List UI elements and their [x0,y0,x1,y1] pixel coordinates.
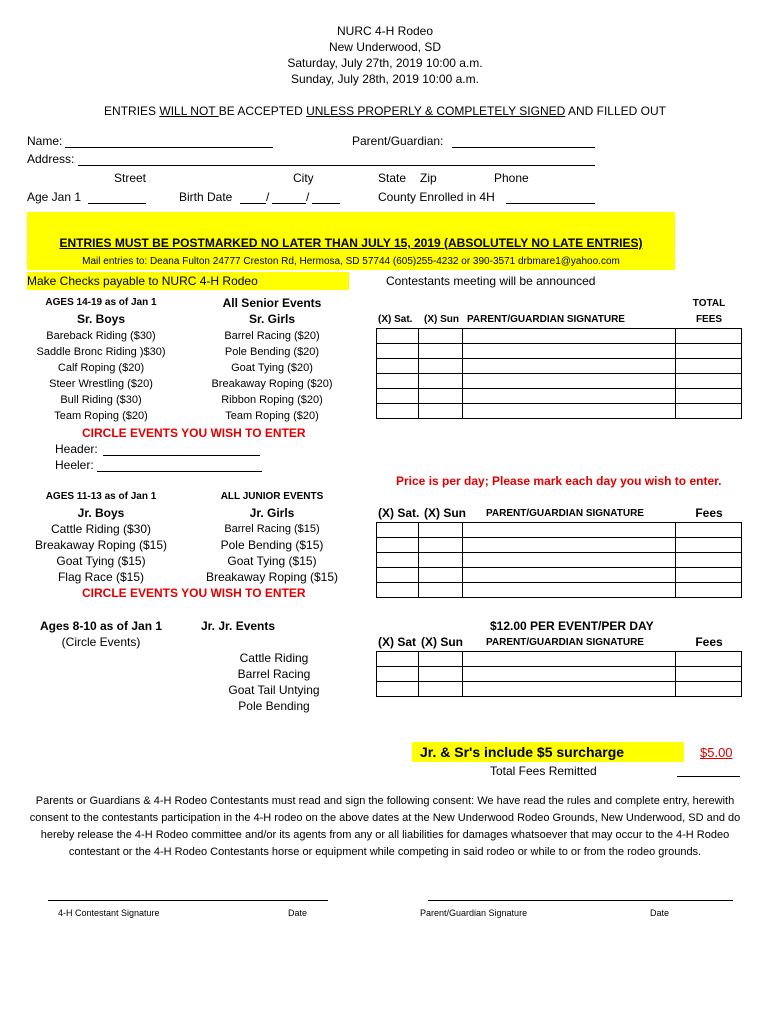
surcharge-label: Jr. & Sr's include $5 surcharge [412,742,684,762]
notice-part: WILL NOT [159,104,219,118]
sat-cell[interactable] [377,652,419,667]
fees-cell[interactable] [676,344,742,359]
sun-cell[interactable] [418,329,462,344]
name-field[interactable] [65,147,273,148]
mail-entries-info: Mail entries to: Deana Fulton 24777 Creston Rd, Hermosa, SD 57744 (605)255-4232 or 390-3571 drbmare1@yahoo.com [82,256,620,267]
signature-cell[interactable] [462,583,675,598]
sr-boys-event[interactable]: Bull Riding ($30) [60,394,142,406]
event-date-saturday: Saturday, July 27th, 2019 10:00 a.m. [287,56,483,70]
sat-cell[interactable] [377,404,419,419]
contestant-date-label: Date [288,908,308,918]
address-field[interactable] [78,165,595,166]
signature-cell[interactable] [462,374,675,389]
table-row [377,359,742,374]
sr-circle-instruction: CIRCLE EVENTS YOU WISH TO ENTER [82,426,306,440]
table-row [377,329,742,344]
price-per-day-note: Price is per day; Please mark each day you wish to enter. [396,474,722,488]
sun-cell[interactable] [418,404,462,419]
table-row [377,374,742,389]
senior-entry-table [376,328,742,419]
junior-ages: AGES 11-13 as of Jan 1 [45,491,157,502]
signature-cell[interactable] [462,359,675,374]
fees-cell[interactable] [676,374,742,389]
sat-cell[interactable] [377,538,419,553]
signature-cell[interactable] [462,682,675,697]
surcharge-amount: $5.00 [700,745,733,760]
jr-boys-event[interactable]: Goat Tying ($15) [56,554,146,568]
fees-cell[interactable] [676,652,742,667]
jr-girls-event[interactable]: Breakaway Roping ($15) [205,570,339,584]
sr-boys-event[interactable]: Steer Wrestling ($20) [49,378,153,390]
jr-col-fees: Fees [695,506,723,520]
jrjr-price: $12.00 PER EVENT/PER DAY [490,619,654,633]
jrjr-circle-note: (Circle Events) [61,635,141,649]
sr-col-fees: FEES [695,314,723,325]
birth-day-field[interactable] [272,203,306,204]
signature-cell[interactable] [462,404,675,419]
signature-cell[interactable] [462,523,675,538]
notice-part: ENTRIES [104,104,160,118]
city-caption: City [293,171,314,185]
jrjr-ages: Ages 8-10 as of Jan 1 [39,619,163,633]
county-field[interactable] [506,203,595,204]
fees-cell[interactable] [676,523,742,538]
jrjr-event[interactable]: Pole Bending [238,699,310,713]
zip-caption: Zip [420,171,437,185]
parent-date-label: Date [650,908,670,918]
jrjr-col-signature: PARENT/GUARDIAN SIGNATURE [486,637,644,648]
jr-boys-title: Jr. Boys [77,506,125,520]
header-partner-field[interactable] [103,455,260,456]
jr-girls-event[interactable]: Goat Tying ($15) [227,554,317,568]
jr-circle-instruction: CIRCLE EVENTS YOU WISH TO ENTER [82,586,306,600]
jrjr-event[interactable]: Goat Tail Untying [228,683,320,697]
jr-girls-title: Jr. Girls [249,506,295,520]
table-row [377,523,742,538]
total-fees-label: Total Fees Remitted [490,764,597,778]
sat-cell[interactable] [377,682,419,697]
event-location: New Underwood, SD [328,40,442,54]
sat-cell[interactable] [377,389,419,404]
date-slash: / [306,190,310,204]
sun-cell[interactable] [418,667,462,682]
checks-payable: Make Checks payable to NURC 4-H Rodeo [27,272,349,290]
jr-col-signature: PARENT/GUARDIAN SIGNATURE [486,508,644,519]
table-row [377,667,742,682]
table-row [377,538,742,553]
sr-girls-event[interactable]: Barrel Racing ($20) [224,330,320,342]
signature-cell[interactable] [462,344,675,359]
senior-ages: AGES 14-19 as of Jan 1 [45,297,157,308]
sun-cell[interactable] [418,682,462,697]
jr-girls-event[interactable]: Barrel Racing ($15) [224,523,320,535]
fees-cell[interactable] [676,329,742,344]
signature-cell[interactable] [462,329,675,344]
table-row [377,389,742,404]
sat-cell[interactable] [377,667,419,682]
contestant-signature-label: 4-H Contestant Signature [58,908,160,918]
signature-cell[interactable] [462,568,675,583]
jrjr-col-fees: Fees [695,635,723,649]
sr-girls-event[interactable]: Goat Tying ($20) [231,362,313,374]
age-field[interactable] [88,203,146,204]
signature-cell[interactable] [462,389,675,404]
sr-col-signature: PARENT/GUARDIAN SIGNATURE [467,314,625,325]
age-label: Age Jan 1 [27,190,82,204]
signature-cell[interactable] [462,538,675,553]
parent-signature-field[interactable] [428,900,733,901]
sat-cell[interactable] [377,374,419,389]
jrjr-title: Jr. Jr. Events [201,619,276,633]
table-row [377,583,742,598]
total-fees-field[interactable] [677,776,740,777]
sun-cell[interactable] [418,344,462,359]
fees-cell[interactable] [676,568,742,583]
table-row [377,682,742,697]
sr-boys-event[interactable]: Calf Roping ($20) [57,362,145,374]
sat-cell[interactable] [377,344,419,359]
meeting-note: Contestants meeting will be announced [386,274,596,288]
sat-cell[interactable] [377,329,419,344]
consent-text: Parents or Guardians & 4-H Rodeo Contestants must read and sign the following consent: We have read the rules and complete entry, herewith consent to the contestants participation in the 4-H rodeo on the above dates at the New Underwood Rodeo Grounds, New Underwood, SD and do hereby release the 4-H Rodeo committee and/or its agents from any or all liabilities for damages whatsoever that may occur to the 4-H Rodeo contestant or the 4-H Rodeo Contestants horse or equipment while competing in said rodeo or while to or from the rodeo grounds. [29,795,741,858]
birth-month-field[interactable] [240,203,266,204]
jrjr-entry-table [376,651,742,697]
fees-cell[interactable] [676,389,742,404]
sr-girls-title: Sr. Girls [248,312,296,326]
sun-cell[interactable] [418,523,462,538]
event-title: NURC 4-H Rodeo [336,24,434,38]
table-row [377,404,742,419]
fees-cell[interactable] [676,538,742,553]
deadline-title: ENTRIES MUST BE POSTMARKED NO LATER THAN JULY 15, 2019 (ABSOLUTELY NO LATE ENTRIES) [59,236,643,250]
event-date-sunday: Sunday, July 28th, 2019 10:00 a.m. [291,72,479,86]
sat-cell[interactable] [377,359,419,374]
table-row [377,652,742,667]
jr-boys-event[interactable]: Cattle Riding ($30) [50,522,152,536]
birth-label: Birth Date [179,190,233,204]
jr-girls-event[interactable]: Pole Bending ($15) [220,538,324,552]
fees-cell[interactable] [676,553,742,568]
fees-cell[interactable] [676,682,742,697]
date-slash: / [266,190,270,204]
fees-cell[interactable] [676,404,742,419]
sun-cell[interactable] [418,553,462,568]
heeler-label: Heeler: [55,458,94,472]
sr-col-sun: (X) Sun [424,314,459,325]
sr-boys-title: Sr. Boys [76,312,126,326]
heeler-partner-field[interactable] [97,471,262,472]
sun-cell[interactable] [418,374,462,389]
sr-boys-event[interactable]: Saddle Bronc Riding )$30) [36,346,166,358]
sun-cell[interactable] [418,652,462,667]
fees-cell[interactable] [676,667,742,682]
sat-cell[interactable] [377,583,419,598]
sun-cell[interactable] [418,389,462,404]
sr-girls-event[interactable]: Pole Bending ($20) [224,346,320,358]
entry-notice [0,104,770,118]
sat-cell[interactable] [377,553,419,568]
fees-cell[interactable] [676,583,742,598]
sat-cell[interactable] [377,523,419,538]
jrjr-col-sun: (X) Sun [421,635,463,649]
sun-cell[interactable] [418,538,462,553]
fees-cell[interactable] [676,359,742,374]
jr-col-sat: (X) Sat. [378,506,420,520]
phone-caption: Phone [494,171,529,185]
junior-entry-table [376,522,742,598]
state-caption: State [378,171,407,185]
street-caption: Street [114,171,147,185]
sun-cell[interactable] [418,359,462,374]
parent-label: Parent/Guardian: [352,134,444,148]
sr-girls-event[interactable]: Breakaway Roping ($20) [211,378,333,390]
signature-cell[interactable] [462,667,675,682]
sr-col-sat: (X) Sat. [378,314,413,325]
header-label: Header: [55,442,98,456]
sr-girls-event[interactable]: Ribbon Roping ($20) [221,394,323,406]
table-row [377,553,742,568]
parent-signature-label: Parent/Guardian Signature [420,908,528,918]
jrjr-event[interactable]: Barrel Racing [237,667,311,681]
table-row [377,568,742,583]
jrjr-event[interactable]: Cattle Riding [239,651,309,665]
contestant-signature-field[interactable] [48,900,328,901]
notice-part: BE ACCEPTED [218,104,307,118]
parent-field[interactable] [452,147,595,148]
birth-year-field[interactable] [312,203,340,204]
sr-boys-event[interactable]: Bareback Riding ($30) [46,330,156,342]
jr-boys-event[interactable]: Breakaway Roping ($15) [34,538,168,552]
senior-all-events: All Senior Events [222,296,322,310]
notice-part: AND FILLED OUT [565,104,666,118]
sat-cell[interactable] [377,568,419,583]
jr-boys-event[interactable]: Flag Race ($15) [57,570,145,584]
sun-cell[interactable] [418,583,462,598]
address-label: Address: [27,152,75,166]
jr-col-sun: (X) Sun [424,506,466,520]
junior-all-events: ALL JUNIOR EVENTS [220,491,324,502]
signature-cell[interactable] [462,652,675,667]
sr-boys-event[interactable]: Team Roping ($20) [54,410,148,422]
county-label: County Enrolled in 4H [378,190,495,204]
sr-col-total: TOTAL [692,298,726,309]
name-label: Name: [27,134,63,148]
sun-cell[interactable] [418,568,462,583]
jrjr-col-sat: (X) Sat [378,635,417,649]
signature-cell[interactable] [462,553,675,568]
table-row [377,344,742,359]
notice-part: UNLESS PROPERLY & COMPLETELY SIGNED [306,104,566,118]
sr-girls-event[interactable]: Team Roping ($20) [225,410,319,422]
